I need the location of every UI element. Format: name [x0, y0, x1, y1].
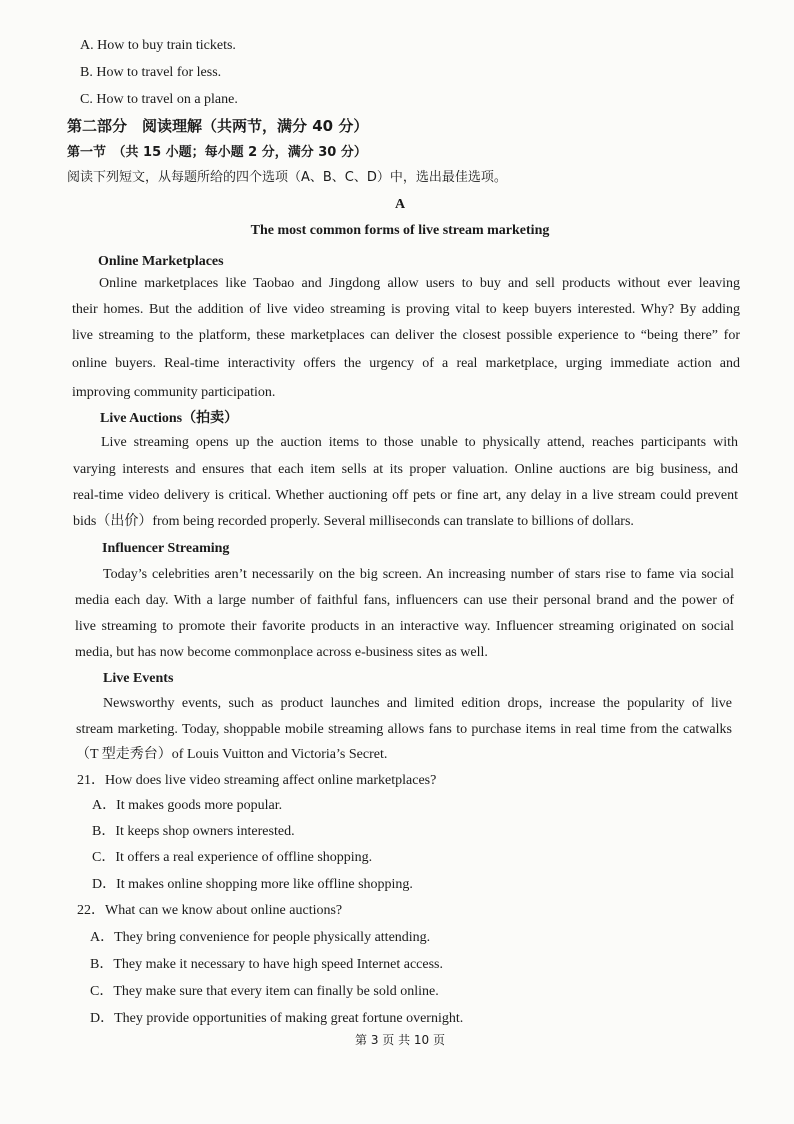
prev-option-a: A. How to buy train tickets. — [80, 38, 236, 53]
question-21-option-d: D．It makes online shopping more like offline shopping. — [92, 877, 413, 892]
paragraph-line: media, but has now become commonplace across e-business sites as well. — [75, 645, 488, 660]
paragraph-line: media each day. With a large number of faithful fans, influencers can use their personal brand and the power of — [75, 593, 734, 608]
instruction: 阅读下列短文，从每题所给的四个选项（A、B、C、D）中，选出最佳选项。 — [67, 170, 507, 185]
section-heading-live-events: Live Events — [103, 671, 174, 686]
section-heading-online-marketplaces: Online Marketplaces — [98, 254, 224, 269]
question-22-option-c: C．They make sure that every item can finally be sold online. — [90, 984, 439, 999]
prev-option-c: C. How to travel on a plane. — [80, 92, 238, 107]
question-22-option-a: A．They bring convenience for people physically attending. — [90, 930, 431, 945]
paragraph-line: Live streaming opens up the auction items to those unable to physically attend, reaches participants with — [101, 435, 738, 450]
paragraph-line: live streaming to promote their favorite products in an interactive way. Influencer streaming originated on social — [75, 619, 734, 634]
question-stem-22: 22．What can we know about online auctions? — [77, 903, 343, 918]
page-footer: 第 3 页 共 10 页 — [355, 1033, 445, 1047]
section-heading: 第一节 （共 15 小题；每小题 2 分，满分 30 分） — [67, 145, 367, 160]
section-heading-live-auctions: Live Auctions（拍卖） — [100, 411, 239, 426]
question-22-option-d: D．They provide opportunities of making great fortune overnight. — [90, 1011, 464, 1026]
paragraph-line: real-time video delivery is critical. Whether auctioning off pets or fine art, any delay in a live stream could prevent — [73, 488, 738, 503]
question-21-option-c: C．It offers a real experience of offline shopping. — [92, 850, 373, 865]
paragraph-line: Today’s celebrities aren’t necessarily on the big screen. An increasing number of stars rise to fame via social — [103, 567, 734, 582]
question-21-option-a: A．It makes goods more popular. — [92, 798, 283, 813]
section-heading-influencer-streaming: Influencer Streaming — [102, 541, 230, 556]
paragraph-line: （T 型走秀台）of Louis Vuitton and Victoria’s Secret. — [76, 747, 388, 762]
paragraph-line: improving community participation. — [72, 385, 276, 400]
paragraph-line: live streaming to the platform, these marketplaces can deliver the closest possible experience to “being there” for — [72, 328, 740, 343]
part-heading: 第二部分 阅读理解（共两节，满分 40 分） — [67, 117, 369, 135]
paragraph-line: bids（出价）from being recorded properly. Several milliseconds can translate to billions of dollars. — [73, 514, 634, 529]
question-22-option-b: B．They make it necessary to have high speed Internet access. — [90, 957, 443, 972]
paragraph-line: Online marketplaces like Taobao and Jingdong allow users to buy and sell products without ever leaving — [99, 276, 740, 291]
passage-label: A — [394, 197, 406, 212]
question-21-option-b: B．It keeps shop owners interested. — [92, 824, 295, 839]
paragraph-line: their homes. But the addition of live video streaming is proving vital to keep buyers interested. Why? By adding — [72, 302, 740, 317]
paragraph-line: varying interests and ensures that each item sells at its proper valuation. Online auctions are big business, and — [73, 462, 738, 477]
paragraph-line: stream marketing. Today, shoppable mobile streaming allows fans to purchase items in real time from the catwalks — [76, 722, 732, 737]
paragraph-line: Newsworthy events, such as product launches and limited edition drops, increase the popularity of live — [103, 696, 732, 711]
passage-title: The most common forms of live stream marketing — [250, 223, 550, 238]
paragraph-line: online buyers. Real-time interactivity offers the urgency of a real marketplace, urging immediate action and — [72, 356, 740, 371]
prev-option-b: B. How to travel for less. — [80, 65, 222, 80]
question-stem-21: 21．How does live video streaming affect online marketplaces? — [77, 773, 437, 788]
